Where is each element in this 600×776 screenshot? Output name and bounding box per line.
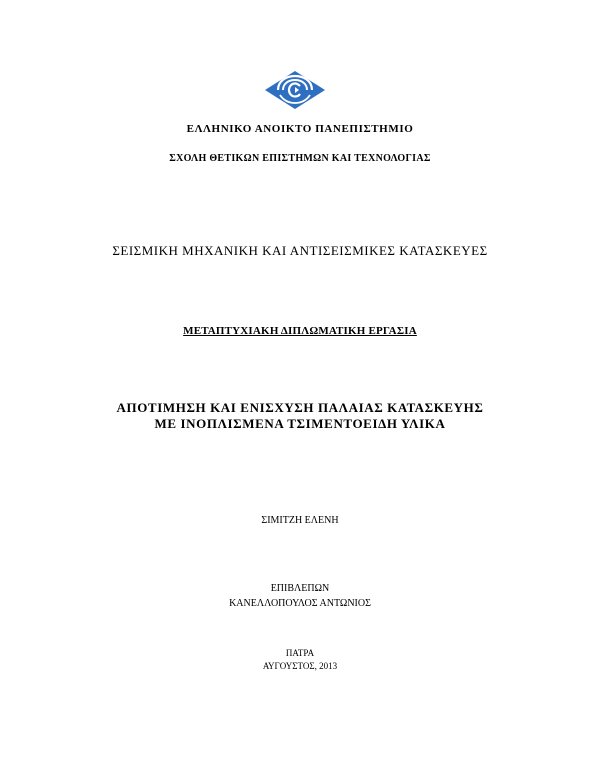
city: ΠΑΤΡΑ [285, 648, 315, 658]
author-name: ΣΙΜΙΤΖΗ ΕΛΕΝΗ [261, 515, 339, 526]
university-name: ΕΛΛΗΝΙΚΟ ΑΝΟΙΚΤΟ ΠΑΝΕΠΙΣΤΗΜΙΟ [186, 123, 414, 135]
school-name: ΣΧΟΛΗ ΘΕΤΙΚΩΝ ΕΠΙΣΤΗΜΩΝ ΚΑΙ ΤΕΧΝΟΛΟΓΙΑΣ [169, 153, 431, 164]
program-name: ΣΕΙΣΜΙΚΗ ΜΗΧΑΝΙΚΗ ΚΑΙ ΑΝΤΙΣΕΙΣΜΙΚΕΣ ΚΑΤΑΣΚΕΥΕΣ [112, 243, 488, 258]
supervisor-label: ΕΠΙΒΛΕΠΩΝ [270, 583, 330, 594]
date: ΑΥΓΟΥΣΤΟΣ, 2013 [262, 661, 338, 671]
thesis-title-line-1: ΑΠΟΤΙΜΗΣΗ ΚΑΙ ΕΝΙΣΧΥΣΗ ΠΑΛΑΙΑΣ ΚΑΤΑΣΚΕΥΗΣ [116, 400, 484, 415]
thesis-title-line-2: ΜΕ ΙΝΟΠΛΙΣΜΕΝΑ ΤΣΙΜΕΝΤΟΕΙΔΗ ΥΛΙΚΑ [154, 416, 446, 431]
thesis-type: ΜΕΤΑΠΤΥΧΙΑΚΗ ΔΙΠΛΩΜΑΤΙΚΗ ΕΡΓΑΣΙΑ [183, 325, 417, 337]
supervisor-name: ΚΑΝΕΛΛΟΠΟΥΛΟΣ ΑΝΤΩΝΙΟΣ [229, 598, 371, 609]
university-logo-icon [264, 70, 326, 110]
